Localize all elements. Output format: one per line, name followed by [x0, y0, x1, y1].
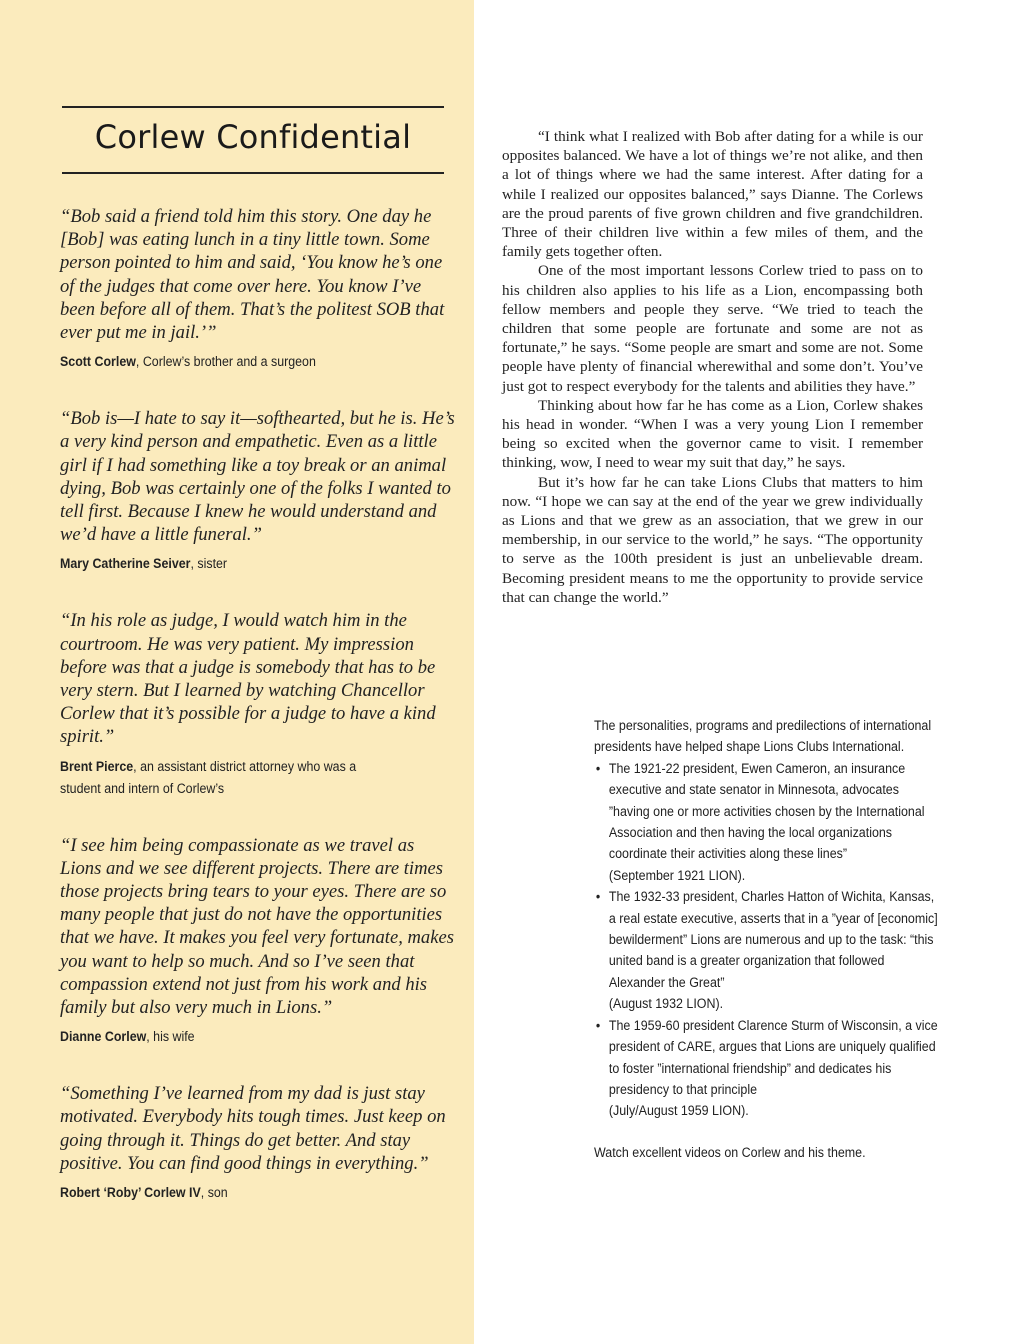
- quote-author-role: , son: [200, 1185, 228, 1201]
- sidebar-title: Corlew Confidential: [94, 118, 412, 156]
- quote-author: Robert ‘Roby’ Corlew IV: [60, 1185, 201, 1201]
- quote-text: “Bob said a friend told him this story. One day he [Bob] was eating lunch in a tiny little town. Some person pointed to him and said, ‘You know he’s one of the judges that come over here. You know I’ve been before all of them. That’s the politest SOB that ever put me in jail.’”: [60, 206, 445, 344]
- history-intro: The personalities, programs and predilections of international presidents have helped shape Lions Clubs International.: [594, 718, 932, 755]
- history-item-source: (August 1932 LION).: [608, 996, 724, 1012]
- quote-text: “Bob is—I hate to say it—softhearted, but he is. He’s a very kind person and empathetic. Even as a little girl if I had something like a toy break or an animal dying, Bob was certainly one of the folks I wanted to tell first. Because I knew he would understand and we’d have a little funeral.”: [60, 408, 455, 546]
- sidebar-panel: [0, 0, 474, 1344]
- quote-item: [60, 609, 455, 799]
- article-paragraph: One of the most important lessons Corlew tried to pass on to his children also applies to his life as a Lion, encompassing both fellow members and people they serve. “We tried to teach the children that some people are fortunate and some are not as fortunate,” he says. “Some people are smart and some are not. Some people have plenty of financial wherewithal and some don’t. You’ve just got to respect everybody for the talents and abilities they have.”: [502, 262, 923, 395]
- article-paragraph: But it’s how far he can take Lions Clubs that matters to him now. “I hope we can say at the end of the year we grew individually as Lions and that we grew as an association, that we grew in our membership, in our service to the world,” he says. “The opportunity to serve as the 100th president is just an unbelievable dream. Becoming president means to me the opportunity to provide service that can change the world.”: [502, 473, 923, 606]
- quote-text: “Something I’ve learned from my dad is just stay motivated. Everybody hits tough times. Just keep on going through it. Things do get better. And stay positive. You can find good things in everything.”: [60, 1083, 446, 1174]
- bullet-icon: •: [595, 889, 601, 905]
- quote-author-role: , sister: [190, 556, 228, 572]
- quote-item: [60, 205, 455, 373]
- bullet-icon: •: [595, 1017, 601, 1033]
- quote-author: Mary Catherine Seiver: [60, 556, 191, 572]
- article-paragraph: Thinking about how far he has come as a Lion, Corlew shakes his head in wonder. “When I was a very young Lion I remember being so excited when the governor came to visit. I remember thinking, wow, I need to wear my suit that day,” he says.: [502, 396, 923, 472]
- article-body: [502, 127, 923, 607]
- quote-attribution: [60, 351, 456, 373]
- history-list-item: [594, 758, 940, 886]
- quote-attribution: [60, 1182, 456, 1204]
- quote-item: [60, 407, 455, 575]
- quote-author: Brent Pierce: [60, 758, 134, 774]
- history-item-text: The 1959-60 president Clarence Sturm of Wisconsin, a vice president of CARE, argues that Lions are uniquely qualified to foster ”international friendship” and dedicates his presidency to that principle: [608, 1017, 938, 1097]
- quote-attribution: [60, 1026, 456, 1048]
- quote-author-role: , Corlew’s brother and a surgeon: [135, 354, 316, 370]
- quote-attribution: [60, 756, 391, 800]
- quote-author-role: , his wife: [146, 1029, 195, 1045]
- history-content: [594, 715, 940, 1163]
- videos-link[interactable]: Watch excellent videos on Corlew and his theme.: [594, 1144, 866, 1160]
- bullet-icon: •: [595, 760, 601, 776]
- article-paragraph: “I think what I realized with Bob after dating for a while is our opposites balanced. We have a lot of things we’re not alike, and then a lot of things where we had the same interest. After dating for a while I realized our opposites balanced,” says Dianne. The Corlews are the proud parents of five grown children and five grandchildren. Three of their children live within a few miles of them, and the family gets together often.: [502, 128, 923, 261]
- history-item-source: (September 1921 LION).: [608, 867, 746, 883]
- presidents-history-box: [594, 715, 939, 1163]
- title-bottom-rule: [62, 172, 444, 174]
- title-top-rule: [62, 106, 444, 108]
- quotes-list: [60, 205, 455, 1238]
- history-item-source: (July/August 1959 LION).: [608, 1103, 749, 1119]
- quote-item: [60, 834, 455, 1049]
- quote-text: “I see him being compassionate as we travel as Lions and we see different projects. There are times those projects bring tears to your eyes. There are so many people that just do not have the opportunities that we have. It makes you feel very fortunate, makes you want to help so much. And so I’ve seen that compassion extend not just from his work and his family but also very much in Lions.”: [60, 834, 454, 1019]
- quote-author: Dianne Corlew: [60, 1029, 147, 1045]
- history-item-text: The 1921-22 president, Ewen Cameron, an insurance executive and state senator in Minnesota, advocates ”having one or more activities chosen by the International Association and then having the local organizations coordinate their activities along these lines”: [608, 760, 925, 862]
- history-list-item: [594, 1015, 940, 1122]
- history-item-text: The 1932-33 president, Charles Hatton of Wichita, Kansas, a real estate executive, asserts that in a ”year of [economic] bewilderment” Lions are numerous and up to the task: “this united band is a greater organization that followed Alexander the Great”: [608, 889, 938, 990]
- history-list-item: [594, 886, 940, 1014]
- quote-author-role: , an assistant district attorney who was a student and intern of Corlew’s: [60, 758, 357, 796]
- quote-text: “In his role as judge, I would watch him in the courtroom. He was very patient. My impression before was that a judge is somebody that has to be very stern. But I learned by watching Chancellor Corlew that it’s possible for a judge to have a kind spirit.”: [60, 610, 436, 748]
- quote-attribution: [60, 553, 456, 575]
- quote-author: Scott Corlew: [60, 354, 136, 370]
- history-list: [594, 758, 940, 1122]
- quote-item: [60, 1082, 455, 1204]
